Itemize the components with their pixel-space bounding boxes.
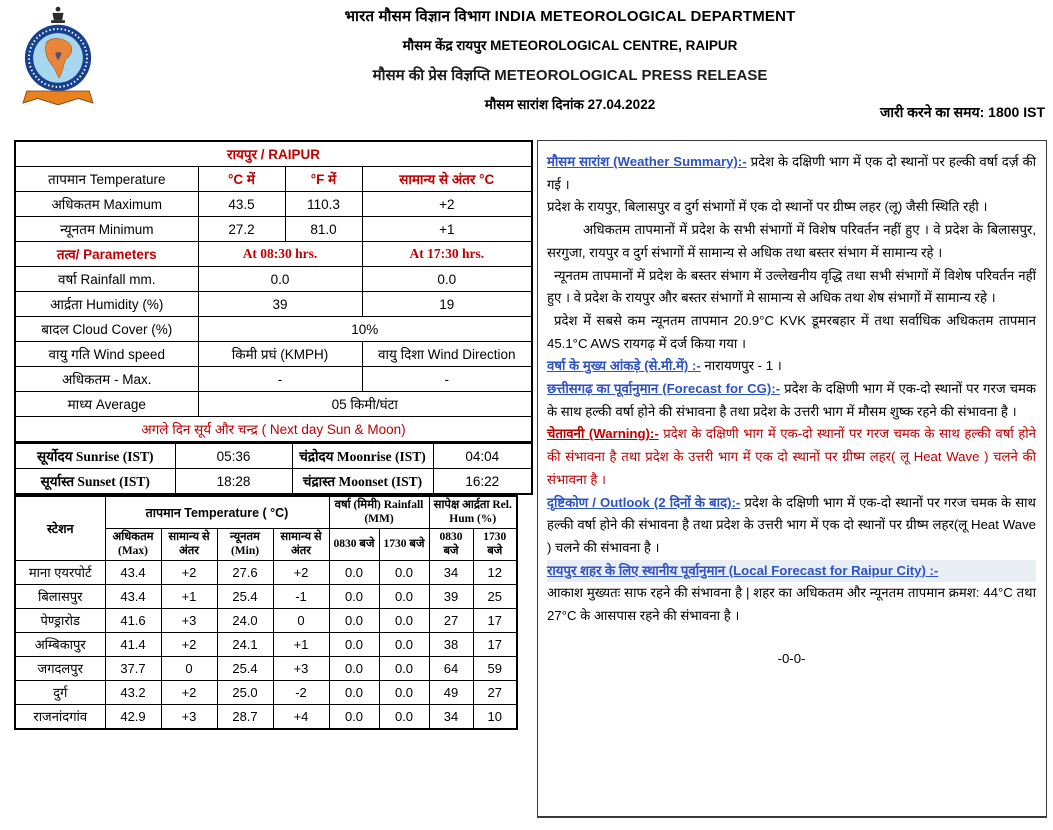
sunrise-label: सूर्योदय Sunrise (IST) <box>15 444 175 469</box>
subheader-max-dep: सामान्य से अंतर <box>161 528 217 560</box>
cell-min-dep: +1 <box>273 632 329 656</box>
cell-min: 25.0 <box>217 680 273 704</box>
outlook-heading: दृष्टिकोण / Outlook (2 दिनों के बाद):- <box>547 494 741 510</box>
imd-logo-icon <box>12 5 104 109</box>
station-column-header: स्टेशन <box>15 496 105 560</box>
cell-rf-1730: 0.0 <box>379 680 429 704</box>
heatwave-status-paragraph: प्रदेश के रायपुर, बिलासपुर व दुर्ग संभागों में एक दो स्थानों पर ग्रीष्म लहर (लू) जैसी स्थिति रही । <box>547 199 988 215</box>
cell-max: 43.4 <box>105 584 161 608</box>
cell-rh-0830: 34 <box>429 560 473 584</box>
forecast-cg-heading: छत्तीसगढ़ का पूर्वानुमान (Forecast for CG):- <box>547 381 781 397</box>
rainfall-0830: 0.0 <box>198 267 362 292</box>
cell-rf-0830: 0.0 <box>329 656 379 680</box>
warning-paragraph <box>547 423 1036 491</box>
cell-rf-1730: 0.0 <box>379 656 429 680</box>
cloud-cover-label: बादल Cloud Cover (%) <box>15 317 198 342</box>
relhum-group-header: सापेक्ष आर्द्रता Rel. Hum (%) <box>429 496 517 528</box>
cell-max: 41.4 <box>105 632 161 656</box>
cell-max-dep: +3 <box>161 704 217 729</box>
cell-rf-0830: 0.0 <box>329 584 379 608</box>
forecast-cg-paragraph <box>547 378 1036 423</box>
weather-narrative-panel <box>537 140 1047 818</box>
issue-time: जारी करने का समय: 1800 IST <box>880 104 1045 120</box>
cell-rf-1730: 0.0 <box>379 584 429 608</box>
min-temp-f: 81.0 <box>285 217 362 242</box>
station-name: दुर्ग <box>15 680 105 704</box>
raipur-table-title: रायपुर / RAIPUR <box>15 141 532 167</box>
moonrise-value: 04:04 <box>433 444 532 469</box>
raipur-summary-table <box>14 140 533 443</box>
sunset-value: 18:28 <box>175 469 292 495</box>
min-temp-paragraph: न्यूनतम तापमानों में प्रदेश के बस्तर संभाग में उल्लेखनीय वृद्धि तथा सभी संभागों में विशेष परिवर्तन नहीं हुए । वे प्रदेश के रायपुर और बस्तर संभागों मे सामान्य से अधिक तथा शेष संभागों में सामान्य रहे । <box>547 267 1036 306</box>
cell-rf-0830: 0.0 <box>329 608 379 632</box>
table-row <box>15 704 517 729</box>
cell-max-dep: 0 <box>161 656 217 680</box>
outlook-paragraph <box>547 492 1036 560</box>
wind-max-label: अधिकतम - Max. <box>15 367 198 392</box>
humidity-label: आर्द्रता Humidity (%) <box>15 292 198 317</box>
cell-rh-0830: 34 <box>429 704 473 729</box>
cell-rh-1730: 10 <box>473 704 517 729</box>
left-column <box>14 140 531 730</box>
forecast-cg-text: प्रदेश के दक्षिणी भाग में एक-दो स्थानों पर गरज चमक के साथ हल्की वर्षा होने की संभावना है तथा प्रदेश के उत्तरी भाग में मौसम शुष्क रहने की संभावना है । <box>547 381 1037 419</box>
cell-min: 25.4 <box>217 584 273 608</box>
station-name: माना एयरपोर्ट <box>15 560 105 584</box>
cell-min: 27.6 <box>217 560 273 584</box>
cell-max: 42.9 <box>105 704 161 729</box>
cell-rh-0830: 39 <box>429 584 473 608</box>
cell-rf-1730: 0.0 <box>379 608 429 632</box>
wind-speed-label: वायु गति Wind speed <box>15 342 198 367</box>
cloud-cover-value: 10% <box>198 317 532 342</box>
subheader-rf-1730: 1730 बजे <box>379 528 429 560</box>
sunrise-value: 05:36 <box>175 444 292 469</box>
table-row <box>15 584 517 608</box>
station-name: अम्बिकापुर <box>15 632 105 656</box>
subheader-rf-0830: 0830 बजे <box>329 528 379 560</box>
fahrenheit-header: °F में <box>285 167 362 192</box>
cell-max-dep: +3 <box>161 608 217 632</box>
cell-rh-1730: 12 <box>473 560 517 584</box>
rainfall-1730: 0.0 <box>362 267 532 292</box>
outlook-text: प्रदेश के दक्षिणी भाग में एक-दो स्थानों पर गरज चमक के साथ हल्की वर्षा होने की संभावना है तथा प्रदेश के उत्तरी भाग में एक दो स्थानों पर ग्रीष्म लहर(लू Heat Wave ) चलने की संभावना है । <box>547 494 1036 555</box>
header-titles <box>120 6 1020 113</box>
cell-rf-1730: 0.0 <box>379 704 429 729</box>
station-name: बिलासपुर <box>15 584 105 608</box>
rainfall-group-header: वर्षा (मिमी) Rainfall (MM) <box>329 496 429 528</box>
station-name: राजनांदगांव <box>15 704 105 729</box>
cell-min: 24.0 <box>217 608 273 632</box>
department-title: भारत मौसम विज्ञान विभाग INDIA METEOROLOGICAL DEPARTMENT <box>344 8 796 25</box>
cell-max: 41.6 <box>105 608 161 632</box>
rainfall-figures-text: नारायणपुर - 1 । <box>700 358 782 374</box>
table-row <box>15 632 517 656</box>
temp-group-header: तापमान Temperature ( °C) <box>105 496 329 528</box>
subheader-rh-0830: 0830 बजे <box>429 528 473 560</box>
weather-summary-heading: मौसम सारांश (Weather Summary):- <box>547 154 747 169</box>
wind-speed-unit: किमी प्रघं (KMPH) <box>198 342 362 367</box>
centre-title: मौसम केंद्र रायपुर METEOROLOGICAL CENTRE, RAIPUR <box>402 38 738 53</box>
cell-max-dep: +2 <box>161 560 217 584</box>
weather-summary-paragraph <box>547 151 1036 196</box>
humidity-1730: 19 <box>362 292 532 317</box>
moonset-label: चंद्रास्त Moonset (IST) <box>292 469 433 495</box>
max-temp-f: 110.3 <box>285 192 362 217</box>
wind-max-direction: - <box>362 367 532 392</box>
cell-min-dep: 0 <box>273 608 329 632</box>
moonrise-label: चंद्रोदय Moonrise (IST) <box>292 444 433 469</box>
departure-header: सामान्य से अंतर °C <box>362 167 532 192</box>
cell-rh-0830: 38 <box>429 632 473 656</box>
moonset-value: 16:22 <box>433 469 532 495</box>
min-temp-label: न्यूनतम Minimum <box>15 217 198 242</box>
cell-min-dep: +4 <box>273 704 329 729</box>
celsius-header: °C में <box>198 167 285 192</box>
time-0830-header: At 08:30 hrs. <box>198 242 362 267</box>
cell-min-dep: -1 <box>273 584 329 608</box>
min-temp-dep: +1 <box>362 217 532 242</box>
cell-min: 28.7 <box>217 704 273 729</box>
max-temp-dep: +2 <box>362 192 532 217</box>
cell-rh-1730: 17 <box>473 632 517 656</box>
cell-rh-1730: 59 <box>473 656 517 680</box>
cell-rf-0830: 0.0 <box>329 704 379 729</box>
end-mark: -0-0- <box>777 650 806 666</box>
max-temp-c: 43.5 <box>198 192 285 217</box>
cell-min: 25.4 <box>217 656 273 680</box>
rainfall-figures-paragraph <box>547 355 1036 378</box>
rainfall-figures-heading: वर्षा के मुख्य आंकड़े (से.मी.में) :- <box>547 358 701 374</box>
temperature-header: तापमान Temperature <box>15 167 198 192</box>
wind-direction-label: वायु दिशा Wind Direction <box>362 342 532 367</box>
min-temp-c: 27.2 <box>198 217 285 242</box>
summary-date-line: मौसम सारांश दिनांक 27.04.2022 <box>484 97 656 112</box>
weather-summary-text1: प्रदेश के दक्षिणी भाग में एक दो स्थानों पर हल्की वर्षा दर्ज़ की गई । <box>547 154 1036 192</box>
parameters-label: तत्व/ Parameters <box>15 242 198 267</box>
cell-min-dep: +2 <box>273 560 329 584</box>
cell-min-dep: -2 <box>273 680 329 704</box>
subheader-max: अधिकतम (Max) <box>105 528 161 560</box>
cell-max-dep: +2 <box>161 632 217 656</box>
table-row <box>15 680 517 704</box>
sunset-label: सूर्यास्त Sunset (IST) <box>15 469 175 495</box>
table-row <box>15 656 517 680</box>
time-1730-header: At 17:30 hrs. <box>362 242 532 267</box>
warning-heading: चेतावनी (Warning):- <box>547 426 659 442</box>
table-row <box>15 560 517 584</box>
cell-rf-0830: 0.0 <box>329 632 379 656</box>
cell-max-dep: +2 <box>161 680 217 704</box>
cell-rh-1730: 17 <box>473 608 517 632</box>
station-name: जगदलपुर <box>15 656 105 680</box>
wind-avg-value: 05 किमी/घंटा <box>198 392 532 417</box>
cell-max: 43.4 <box>105 560 161 584</box>
subheader-min-dep: सामान्य से अंतर <box>273 528 329 560</box>
warning-text: प्रदेश के दक्षिणी भाग में एक-दो स्थानों पर गरज चमक के साथ हल्की वर्षा होने की संभावना है तथा प्रदेश के उत्तरी भाग में एक दो स्थानों पर ग्रीष्म लहर( लू Heat Wave ) चलने की संभावना है । <box>547 426 1036 487</box>
wind-avg-label: माध्य Average <box>15 392 198 417</box>
cell-rf-0830: 0.0 <box>329 560 379 584</box>
local-forecast-text: आकाश मुख्यतः साफ रहने की संभावना है | शहर का अधिकतम और न्यूनतम तापमान क्रमश: 44°C तथा 27°C के आसपास रहने की संभावना है । <box>547 585 1036 624</box>
cell-rh-1730: 27 <box>473 680 517 704</box>
local-forecast-heading-line <box>547 560 1036 583</box>
wind-max-speed: - <box>198 367 362 392</box>
cell-max: 43.2 <box>105 680 161 704</box>
sun-moon-table <box>14 443 533 495</box>
cell-min-dep: +3 <box>273 656 329 680</box>
cell-rh-0830: 64 <box>429 656 473 680</box>
cell-rh-0830: 27 <box>429 608 473 632</box>
humidity-0830: 39 <box>198 292 362 317</box>
subheader-min: न्यूनतम (Min) <box>217 528 273 560</box>
local-forecast-heading: रायपुर शहर के लिए स्थानीय पूर्वानुमान (Local Forecast for Raipur City) :- <box>547 562 939 578</box>
cell-rf-1730: 0.0 <box>379 632 429 656</box>
station-name: पेण्ड्रारोड <box>15 608 105 632</box>
sunmoon-title: अगले दिन सूर्य और चन्द्र ( Next day Sun & Moon) <box>15 417 532 443</box>
max-temp-label: अधिकतम Maximum <box>15 192 198 217</box>
cell-rf-0830: 0.0 <box>329 680 379 704</box>
cell-rh-0830: 49 <box>429 680 473 704</box>
cell-rf-1730: 0.0 <box>379 560 429 584</box>
rainfall-label: वर्षा Rainfall mm. <box>15 267 198 292</box>
table-row <box>15 608 517 632</box>
masthead <box>0 0 1053 138</box>
station-observations-table <box>14 495 518 730</box>
cell-max-dep: +1 <box>161 584 217 608</box>
press-release-title: मौसम की प्रेस विज्ञप्ति METEOROLOGICAL PRESS RELEASE <box>372 67 768 84</box>
cell-min: 24.1 <box>217 632 273 656</box>
subheader-rh-1730: 1730 बजे <box>473 528 517 560</box>
cell-max: 37.7 <box>105 656 161 680</box>
max-temp-paragraph: अधिकतम तापमानों में प्रदेश के सभी संभागों में विशेष परिवर्तन नहीं हुए । वे प्रदेश के बिलासपुर, सरगुजा, रायपुर व दुर्ग संभागों में सामान्य से अधिक तथा बस्तर संभाग में सामान्य रहे । <box>547 222 1036 260</box>
cell-rh-1730: 25 <box>473 584 517 608</box>
extremes-paragraph: प्रदेश में सबसे कम न्यूनतम तापमान 20.9°C KVK डूमरबहार में तथा सर्वाधिक अधिकतम तापमान 45.1°C AWS रायगढ़ में दर्ज किया गया । <box>547 312 1036 351</box>
